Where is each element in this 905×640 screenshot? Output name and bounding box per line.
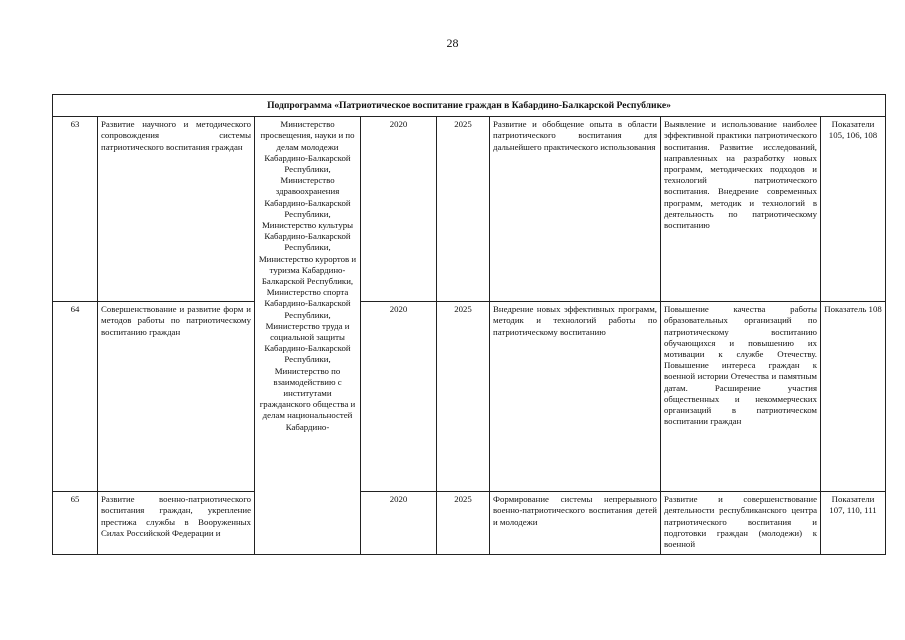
executors-cell: Министерство просвещения, науки и по делам молодежи Кабардино-Балкарской Республики, Министерство здравоохранения Кабардино-Балкарской Республики, Министерство культуры Кабардино-Балкарской Республики, Министерство курортов и туризма Кабардино-Балкарской Республики, Министерство спорта Кабардино-Балкарской Республики, Министерство труда и социальной защиты Кабардино-Балкарской Республики, Министерство по взаимодействию с институтами гражданского общества и делам национальностей Кабардино- xyxy=(255,117,361,555)
table-row xyxy=(53,302,886,492)
measure-description: Повышение качества работы образовательных организаций по патриотическому воспитанию обучающихся и повышению их мотивации к службе Отечеству. Повышение интереса граждан к военной истории Отечества и памятным датам. Расширение участия общественных и некоммерческих организаций в патриотическом воспитании граждан xyxy=(661,302,821,492)
start-year: 2020 xyxy=(361,492,437,555)
expected-result: Формирование системы непрерывного военно-патриотического воспитания детей и молодежи xyxy=(490,492,661,555)
measure-name: Совершенствование и развитие форм и методов работы по патриотическому воспитанию граждан xyxy=(98,302,255,492)
table-row xyxy=(53,117,886,302)
measure-description xyxy=(661,492,821,555)
measure-name xyxy=(98,492,255,555)
page-number: 28 xyxy=(446,36,459,50)
program-table xyxy=(52,94,886,555)
start-year: 2020 xyxy=(361,117,437,302)
row-number: 63 xyxy=(53,117,98,302)
expected-result: Развитие и обобщение опыта в области патриотического воспитания для дальнейшего практического использования xyxy=(490,117,661,302)
table-row xyxy=(53,492,886,555)
measure-name: Развитие научного и методического сопровождения системы патриотического воспитания граждан xyxy=(98,117,255,302)
row-number: 65 xyxy=(53,492,98,555)
row-number: 64 xyxy=(53,302,98,492)
indicators: Показатель 108 xyxy=(821,302,886,492)
start-year: 2020 xyxy=(361,302,437,492)
end-year: 2025 xyxy=(437,302,490,492)
measure-name-text: Развитие военно-патриотического воспитания граждан, укрепление престижа службы в Вооруженных Силах Российской Федерации и xyxy=(101,494,251,538)
subprogram-header-row xyxy=(53,95,886,117)
expected-result: Внедрение новых эффективных программ, методик и технологий работы по патриотическому воспитанию xyxy=(490,302,661,492)
subprogram-title: Подпрограмма «Патриотическое воспитание граждан в Кабардино-Балкарской Республике» xyxy=(53,95,886,117)
indicators: Показатели 105, 106, 108 xyxy=(821,117,886,302)
measure-description: Выявление и использование наиболее эффективной практики патриотического воспитания. Развитие исследований, направленных на разработку новых программ, методических подходов и технологий патриотического воспитания. Внедрение современных программ, методик и технологий в деятельность по патриотическому воспитанию xyxy=(661,117,821,302)
end-year: 2025 xyxy=(437,117,490,302)
end-year: 2025 xyxy=(437,492,490,555)
measure-description-text: Развитие и совершенствование деятельности республиканского центра патриотического воспитания и подготовки граждан (молодежи) к военной xyxy=(664,494,817,550)
indicators: Показатели 107, 110, 111 xyxy=(821,492,886,555)
